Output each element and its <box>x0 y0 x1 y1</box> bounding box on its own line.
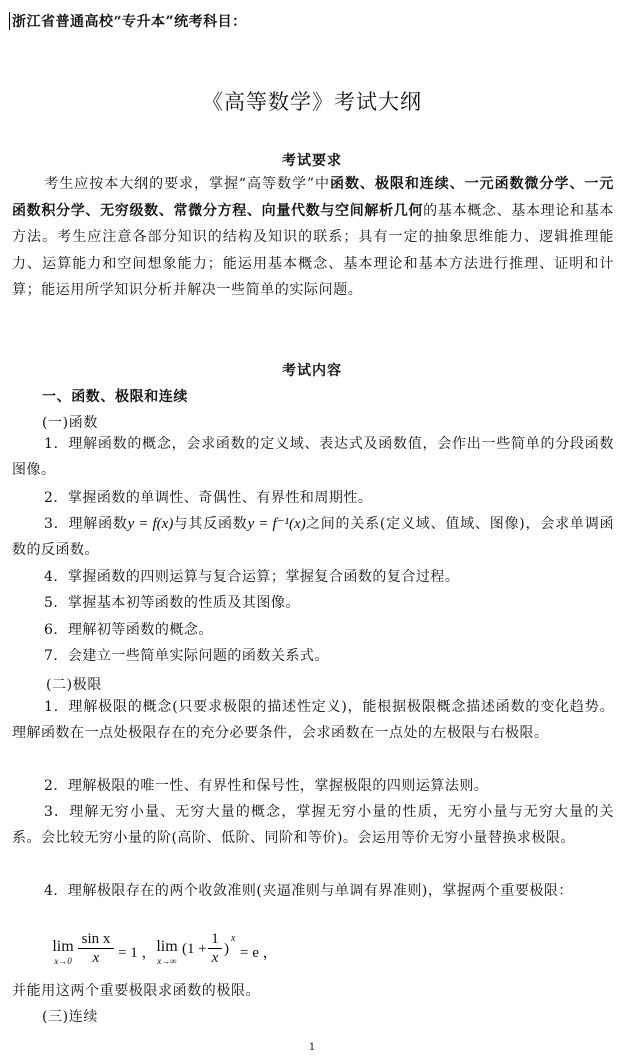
fraction-one-over-x: $\frac{1}{x}$ <box>208 930 222 967</box>
list-item: 6．理解初等函数的概念。 <box>44 622 213 638</box>
limit-operator: lim x→0 <box>52 938 74 966</box>
list-item: 1．理解极限的概念(只要求极限的描述性定义)，能根据极限概念描述函数的变化趋势。理解函数在一点处极限存在的充分必要条件，会求函数在一点处的左极限与右极限。 <box>12 699 614 741</box>
requirements-topics: 函数、极限和连续、一元函数微分学、一元函数积分学、无穷级数、常微分方程、向量代数与空间解析几何 <box>12 176 614 219</box>
section-heading-requirements: 考试要求 <box>282 153 342 169</box>
list-item: 2．理解极限的唯一性、有界性和保号性，掌握极限的四则运算法则。 <box>44 778 489 794</box>
subsection-title-limits: (二)极限 <box>46 677 102 693</box>
fraction-sinx-over-x: $\frac{\text{sin x}}{x}$ <box>78 930 114 967</box>
document-title: 《高等数学》考试大纲 <box>202 90 422 114</box>
list-item: 7．会建立一些简单实际问题的函数关系式。 <box>44 648 329 664</box>
limit-operator: lim x→∞ <box>156 938 178 966</box>
list-item: 4．掌握函数的四则运算与复合运算；掌握复合函数的复合过程。 <box>44 569 460 585</box>
page-number: 1 <box>308 1042 316 1053</box>
header-note: 浙江省普通高校“专升本”统考科目： <box>12 14 247 30</box>
exponent: x <box>231 933 236 944</box>
subsection-title-continuity: (三)连续 <box>42 1009 98 1025</box>
function-expression: y = f(x) <box>127 516 174 532</box>
requirements-rest: 的基本概念、基本理论和基本方法。考生应注意各部分知识的结构及知识的联系；具有一定的抽象思维能力、逻辑推理能力、运算能力和空间想象能力；能运用基本概念、基本理论和基本方法进行推理、证明和计算；能运用所学知识分析并解决一些简单的实际问题。 <box>12 202 614 298</box>
section-heading-content: 考试内容 <box>282 363 342 379</box>
list-item: 3．理解无穷小量、无穷大量的概念，掌握无穷小量的性质，无穷小量与无穷大量的关系。会比较无穷小量的阶(高阶、低阶、同阶和等价)。会运用等价无穷小量替换求极限。 <box>12 804 614 846</box>
chapter-heading: 一、函数、极限和连续 <box>42 389 188 405</box>
subsection-title-functions: (一)函数 <box>42 415 98 431</box>
list-item: 4．理解极限存在的两个收敛准则(夹逼准则与单调有界准则)，掌握两个重要极限： <box>44 883 573 899</box>
requirements-paragraph <box>12 171 614 304</box>
list-item-continuation: 并能用这两个重要极限求函数的极限。 <box>12 983 261 999</box>
requirements-lead: 考生应按本大纲的要求，掌握“高等数学”中 <box>44 176 330 192</box>
text-cursor <box>9 12 10 30</box>
important-limits-formula: lim x→0 $\frac{\text{sin x}}{x}$ = 1 ， lim x→∞ (1 + $\frac{1}{x}$ ) x = e ， <box>50 930 350 974</box>
list-item: 2．掌握函数的单调性、奇偶性、有界性和周期性。 <box>44 490 373 506</box>
list-item: 1．理解函数的概念，会求函数的定义域、表达式及函数值，会作出一些简单的分段函数图像。 <box>12 436 614 478</box>
list-item: 5．掌握基本初等函数的性质及其图像。 <box>44 595 300 611</box>
list-item: 3．理解函数y = f(x)与其反函数y = f⁻¹(x)之间的关系(定义域、值域、图像)，会求单调函数的反函数。 <box>12 516 614 558</box>
inverse-function-expression: y = f⁻¹(x) <box>247 516 306 532</box>
